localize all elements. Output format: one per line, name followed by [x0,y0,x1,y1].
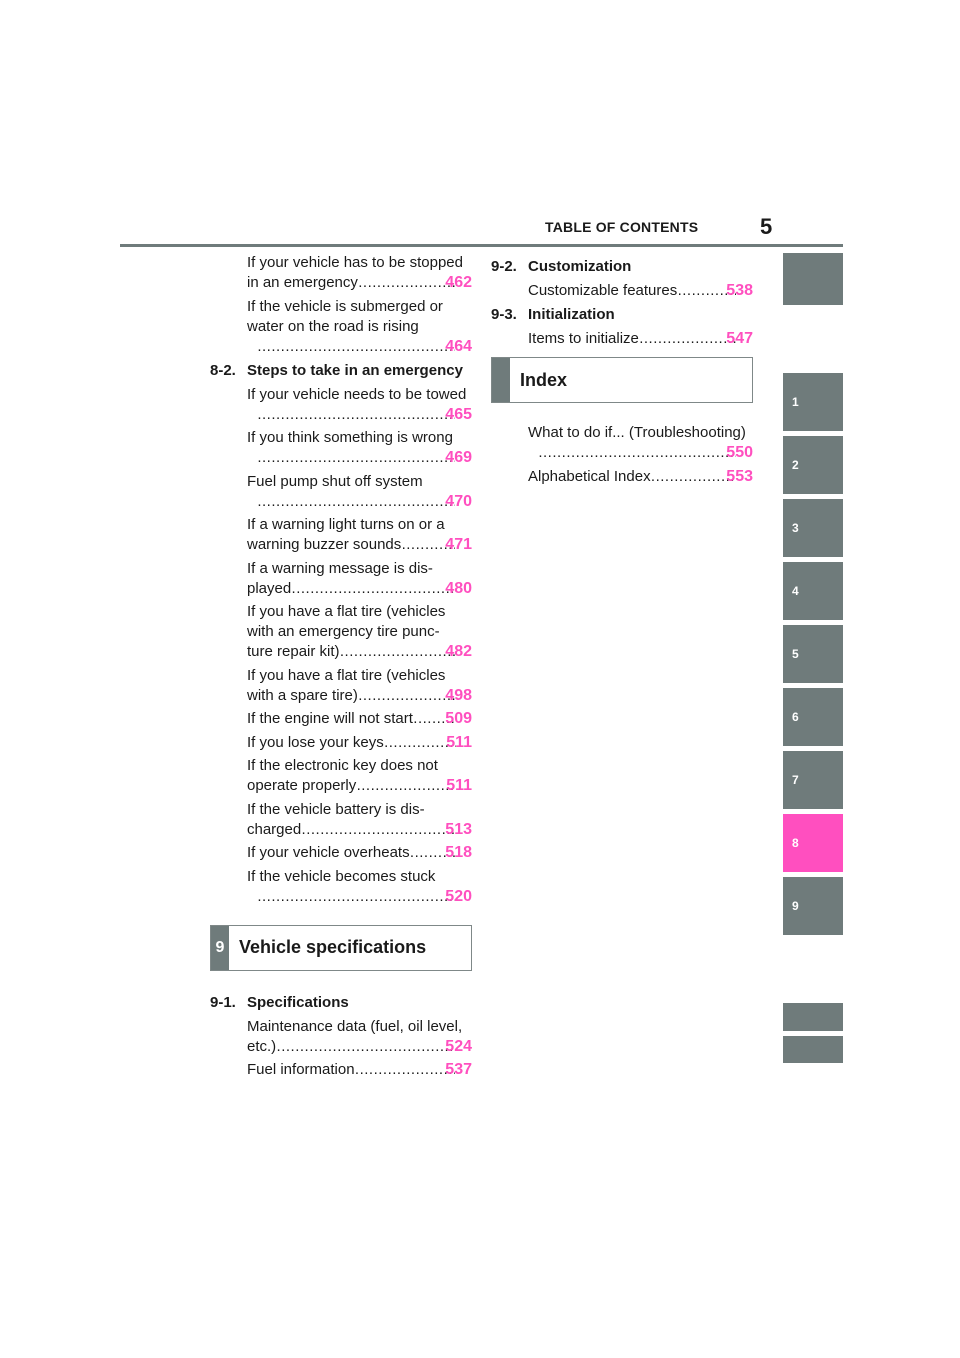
toc-entry-line: If a warning light turns on or a [247,516,445,533]
chapter-heading-box[interactable] [210,925,472,971]
section-heading[interactable] [210,361,472,381]
toc-entry-text [247,843,472,863]
toc-entry-text [247,428,472,468]
dot-leader [257,448,455,468]
page-link[interactable]: 480 [445,579,472,597]
chapter-tab-9[interactable] [783,877,843,935]
toc-entry-line-text: If you lose your keys [247,733,384,751]
page-link[interactable]: 520 [445,887,472,905]
dot-leader [257,405,455,425]
toc-entry-text [247,756,472,796]
dot-leader [291,579,455,599]
toc-entry[interactable] [491,281,753,301]
toc-entry-line: If your vehicle needs to be towed [247,385,467,403]
toc-entry-line [528,281,753,301]
page-link[interactable]: 465 [445,405,472,423]
chapter-color-bar [492,358,510,402]
toc-entry-line [247,579,472,599]
dot-leader [358,273,455,293]
toc-entry-line-text: Fuel information [247,1061,355,1078]
dot-leader [639,329,736,349]
page-link[interactable]: 470 [445,492,472,510]
page-link[interactable]: 498 [445,686,472,704]
toc-entry-line [538,443,753,463]
page-link[interactable]: 524 [445,1037,472,1055]
chapter-tab-5[interactable] [783,625,843,683]
toc-entry[interactable] [210,515,472,555]
toc-entry-text [247,733,472,753]
chapter-tab-label: 4 [792,584,799,598]
toc-entry[interactable] [210,297,472,357]
toc-entry-line-text: warning buzzer sounds [247,536,402,553]
toc-entry-line: Fuel pump shut off system [247,472,423,490]
chapter-tab-label: 9 [792,899,799,913]
toc-entry-text [247,472,472,512]
chapter-tab-3[interactable] [783,499,843,557]
toc-entry[interactable] [210,843,472,863]
section-number: 9-1. [210,993,236,1011]
dot-leader [358,686,455,706]
chapter-tab-label: 7 [792,773,799,787]
page-link[interactable]: 482 [445,643,472,660]
dot-leader [276,1037,455,1057]
toc-entry-line-text: charged [247,820,302,838]
toc-entry-line [247,535,472,555]
page-link[interactable]: 538 [726,282,753,299]
chapter-title: Vehicle specifications [239,937,427,957]
page-link[interactable]: 511 [446,733,472,751]
chapter-heading-box[interactable] [491,357,753,403]
toc-entry[interactable] [210,709,472,729]
toc-entry-line-text: Customizable features [528,282,678,299]
toc-entry-line-text: etc.) [247,1037,277,1055]
toc-entry-text [247,602,472,662]
chapter-tab-2[interactable] [783,436,843,494]
toc-entry[interactable] [491,423,753,463]
section-title: Customization [528,258,632,275]
toc-entry-line-text: with a spare tire) [247,686,358,704]
toc-entry-text [528,467,753,487]
toc-right-column [491,253,753,490]
toc-entry-line [247,1037,472,1057]
toc-entry-line [247,642,472,662]
chapter-tab-label: 8 [792,836,799,850]
toc-entry-text [247,1017,472,1057]
toc-entry-line: If you think something is wrong [247,429,453,446]
chapter-tab-label: 1 [792,395,799,409]
toc-entry-line [257,492,472,512]
dot-leader [356,776,456,796]
toc-entry-line-text: played [247,579,292,597]
chapter-tab-label: 5 [792,647,799,661]
dot-leader [257,337,455,357]
toc-entry[interactable] [210,602,472,662]
toc-entry-line [257,448,472,468]
page-link[interactable]: 547 [726,330,753,347]
toc-entry-line: If your vehicle has to be stopped [247,254,463,271]
toc-entry-line: If a warning message is dis- [247,559,433,577]
page-link[interactable]: 550 [726,444,753,461]
toc-entry-line [247,1060,472,1080]
toc-entry[interactable] [210,253,472,293]
chapter-tab-blank[interactable] [783,1036,843,1063]
toc-entry-text [247,297,472,357]
toc-entry-line [528,467,753,487]
toc-entry-line: If the vehicle is submerged or [247,297,443,315]
toc-entry-text [528,329,753,349]
page-link[interactable]: 511 [446,777,472,794]
toc-entry-line: If you have a flat tire (vehicles [247,666,446,684]
page-link[interactable]: 518 [445,844,472,861]
page-link[interactable]: 513 [445,820,472,838]
toc-entry-line [247,709,472,729]
toc-entry[interactable] [210,800,472,840]
toc-entry-line [247,776,472,796]
page-link[interactable]: 553 [726,467,753,485]
chapter-tab-label: 3 [792,521,799,535]
page-number: 5 [760,214,773,239]
toc-entry-line: If the vehicle becomes stuck [247,867,436,885]
page-link[interactable]: 509 [445,710,472,727]
toc-entry-text [528,423,753,463]
page-header-title: TABLE OF CONTENTS [545,219,699,235]
toc-entry-line: water on the road is rising [247,317,419,335]
page-link[interactable]: 462 [445,274,472,291]
toc-entry-text [247,1060,472,1080]
section-number: 9-2. [491,258,517,275]
dot-leader [301,820,455,840]
toc-entry[interactable] [491,329,753,349]
dot-leader [257,887,455,907]
chapter-tab-1[interactable] [783,373,843,431]
toc-entry-line: If you have a flat tire (vehicles [247,603,446,620]
toc-entry-text [247,559,472,599]
section-title: Steps to take in an emergency [247,361,463,379]
toc-entry[interactable] [210,559,472,599]
toc-left-column [210,253,472,1084]
section-title: Initialization [528,306,615,323]
section-number: 8-2. [210,361,236,379]
section-heading[interactable] [210,993,472,1013]
chapter-tab-6[interactable] [783,688,843,746]
chapter-tab-7[interactable] [783,751,843,809]
toc-entry[interactable] [210,666,472,706]
toc-entry-line-text: If your vehicle overheats [247,844,410,861]
section-heading[interactable] [491,257,753,277]
toc-entry-line [257,337,472,357]
page-link[interactable]: 469 [445,449,472,466]
toc-entry[interactable] [210,472,472,512]
chapter-tab-4[interactable] [783,562,843,620]
toc-entry[interactable] [210,867,472,907]
toc-entry-text [247,867,472,907]
toc-entry-line: Maintenance data (fuel, oil level, [247,1017,463,1035]
chapter-title: Index [520,369,568,390]
chapter-tab-blank[interactable] [783,1003,843,1031]
toc-entry-text [247,709,472,729]
section-title: Specifications [247,993,349,1011]
toc-entry-line-text: Items to initialize [528,330,639,347]
page-link[interactable]: 537 [445,1061,472,1078]
chapter-tab-label: 2 [792,458,799,472]
toc-entry[interactable] [210,1017,472,1057]
toc-entry-line: What to do if... (Troubleshooting) [528,424,746,441]
toc-entry[interactable] [491,467,753,487]
toc-entry-line [247,820,472,840]
toc-entry-text [247,385,472,425]
section-heading[interactable] [491,305,753,325]
toc-entry[interactable] [210,385,472,425]
section-number: 9-3. [491,306,517,323]
toc-entry-line [257,405,472,425]
chapter-tab-blank[interactable] [783,253,843,305]
toc-entry-line-text: Alphabetical Index [528,467,651,485]
toc-entry[interactable] [210,428,472,468]
header-divider [120,244,843,247]
toc-entry[interactable] [210,1060,472,1080]
toc-entry-line [247,686,472,706]
dot-leader [651,467,737,487]
toc-entry-text [247,253,472,293]
toc-entry-line [247,733,472,753]
toc-entry-text [247,666,472,706]
toc-entry-line-text: in an emergency [247,274,358,291]
toc-entry-line [528,329,753,349]
page-link[interactable]: 464 [445,337,472,355]
toc-entry-line: If the electronic key does not [247,757,438,774]
toc-entry-text [528,281,753,301]
toc-entry[interactable] [210,733,472,753]
dot-leader [340,642,456,662]
dot-leader [257,492,455,512]
chapter-tab-label: 6 [792,710,799,724]
toc-entry-line [247,273,472,293]
dot-leader [538,443,736,463]
toc-entry-line: If the vehicle battery is dis- [247,800,425,818]
toc-entry-line-text: operate properly [247,777,357,794]
toc-entry-line-text: ture repair kit) [247,643,340,660]
dot-leader [355,1060,456,1080]
toc-entry-text [247,800,472,840]
toc-entry-line: with an emergency tire punc- [247,623,440,640]
toc-entry[interactable] [210,756,472,796]
toc-entry-line [247,843,472,863]
toc-entry-text [247,515,472,555]
toc-entry-line [257,887,472,907]
page-link[interactable]: 471 [445,536,472,553]
chapter-tab-8[interactable] [783,814,843,872]
toc-entry-line-text: If the engine will not start [247,710,413,727]
chapter-number: 9 [211,926,229,970]
